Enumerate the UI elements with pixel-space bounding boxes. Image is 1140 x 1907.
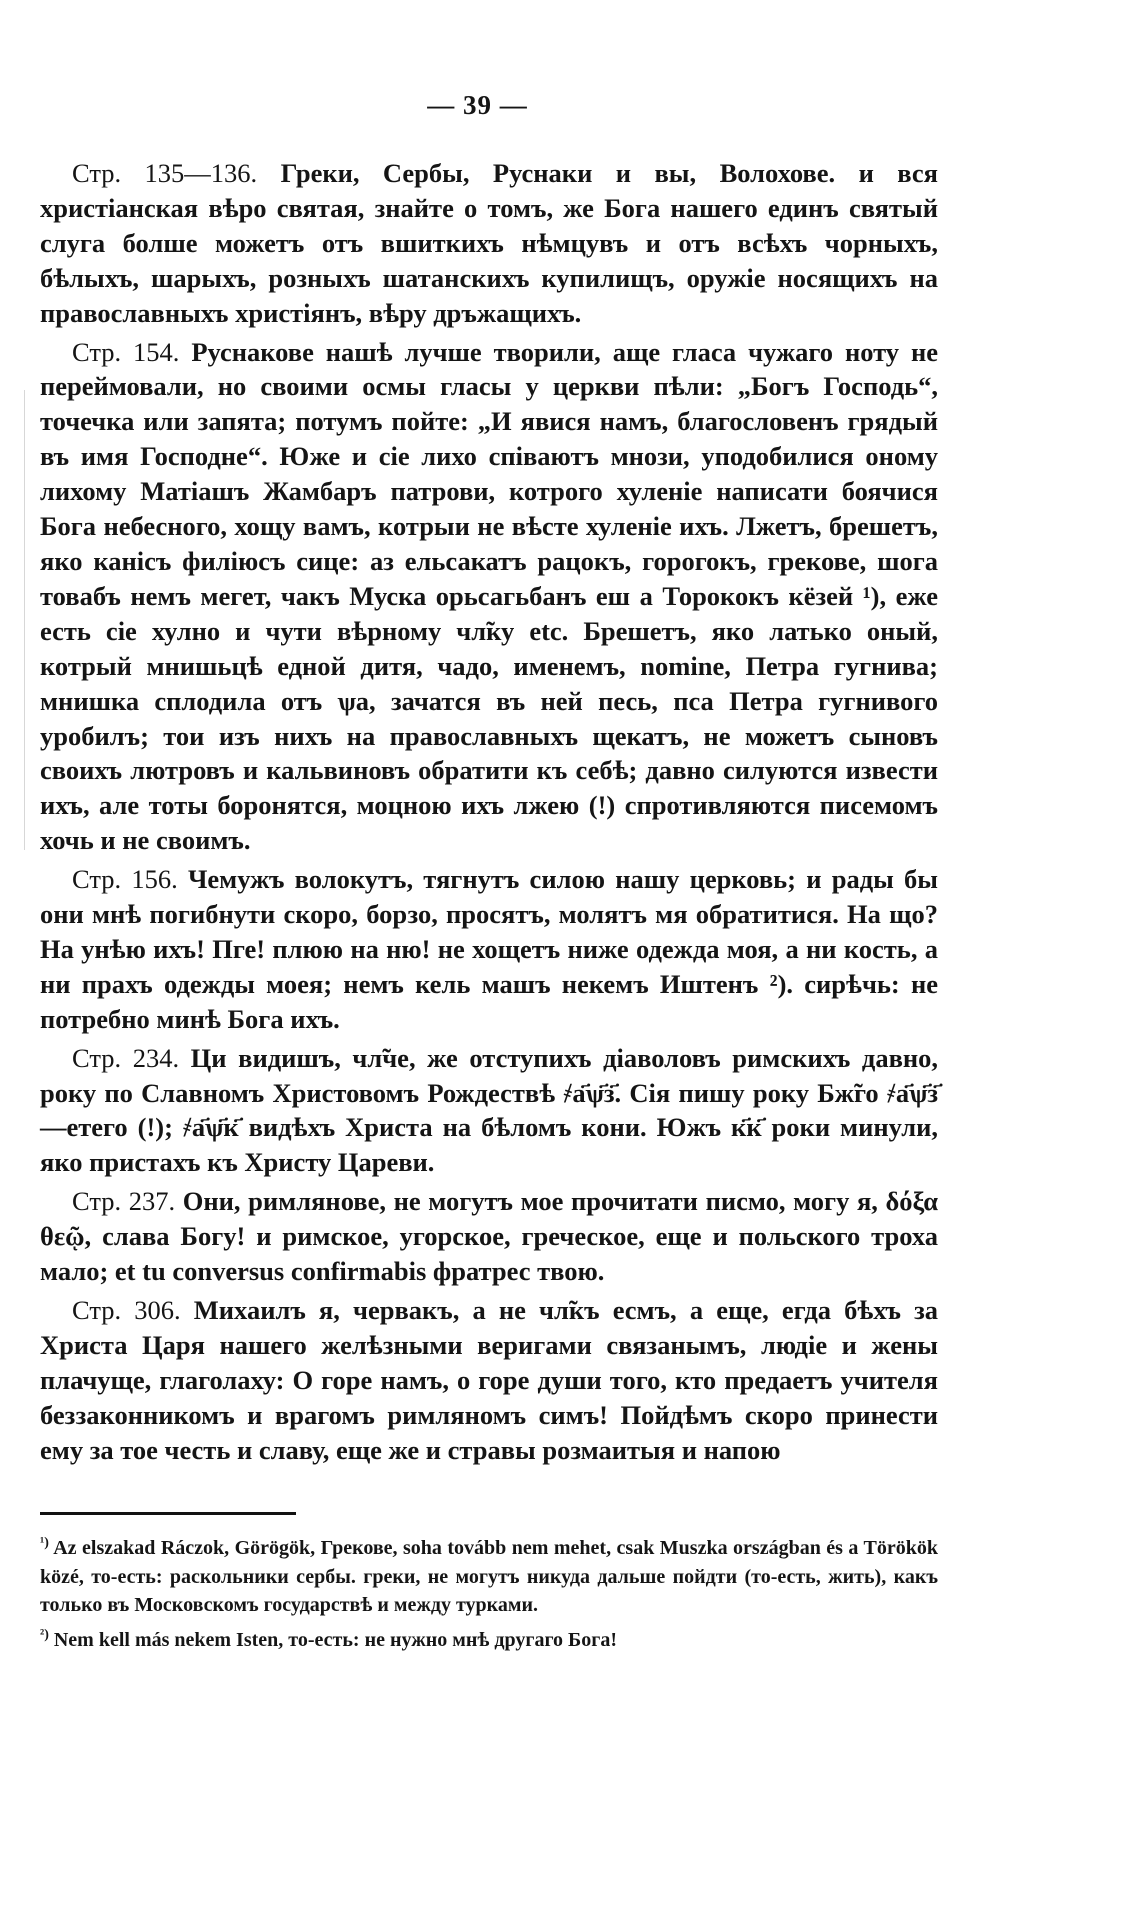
paragraph-text: Руснакове нашѣ лучше творили, аще гласа чужаго ноту не переймовали, но своими осмы гласы у церкви пѣли: „Богъ Господь“, точечка или запята; потумъ пойте: „И явися намъ, благословенъ грядый въ имя Господне“. Юже и сіе лихо співаютъ мнози, уподобилися оному лихому Матіашъ Жамбаръ патрови, котрого хуленіе написати боячися Бога небесного, хощу вамъ, котрыи не вѣсте хуленіе ихъ. Лжетъ, брешетъ, яко канісъ филіюсъ сице: аз ельсакатъ рацокъ, горогокъ, грекове, шога товабъ немъ мегет, чакъ Муска орьсагьбанъ еш а Торококъ кёзей ¹), еже есть сіе хулно и чути вѣрному чл̃ку etc. Брешетъ, яко латько оный, котрый мнишьцѣ едной дитя, чадо, именемъ, nomine, Петра гугнива; мнишка сплодила отъ ѱа, зачатся въ ней песь, пса Петра гугнивого уробилъ; тои изъ нихъ на православныхъ щекатъ, не можетъ сыновъ своихъ лютровъ и кальвиновъ обратити къ себѣ; давно силуются извести ихъ, але тоты боронятся, моцною ихъ лжею (!) спротивляются писемомъ хочь и не своимъ. [40, 336, 939, 856]
footnotes [40, 1534, 938, 1660]
page-reference: Стр. 306. [72, 1295, 181, 1325]
body-text [40, 156, 938, 1472]
paragraph-p154 [40, 335, 938, 859]
footnote-1 [40, 1534, 938, 1620]
footnote-text: Nem kell más nekem Isten, то-есть: не нужно мнѣ другаго Бога! [53, 1628, 618, 1651]
page-number: — 39 — [427, 90, 528, 120]
paragraph-text: Греки, Сербы, Руснаки и вы, Волохове. и вся христіанская вѣро святая, знайте о томъ, же Бога нашего единъ святый слуга болше можетъ отъ вшиткихъ нѣмцувъ и отъ всѣхъ чорныхъ, бѣлыхъ, шарыхъ, розныхъ шатанскихъ купилищъ, оружіе носящихъ на православныхъ христіянъ, вѣру дръжащихъ. [40, 158, 939, 328]
paragraph-text: Они, римлянове, не могутъ мое прочитати писмо, могу я, δόξα θεῷ, слава Богу! и римское, угорское, греческое, еще и польского троха мало; et tu conversus confirmabis фратрес твою. [40, 1186, 939, 1287]
paragraph-text: Михаилъ я, червакъ, а не чл̃къ есмъ, а еще, егда бѣхъ за Христа Царя нашего желѣзными веригами связанымъ, людіе и жены плачуще, глаголаху: О горе намъ, о горе души того, кто предаетъ учителя беззаконникомъ и врагомъ римляномъ симъ! Пойдѣмъ скоро принести ему за тое честь и славу, еще же и стравы розмаитыя и напою [40, 1295, 939, 1465]
footnote-divider [40, 1512, 296, 1515]
paragraph-text: Ци видишъ, чл̃че, же отступихъ діаволовъ римскихъ давно, року по Славномъ Христовомъ Рождествѣ ҂а҃ѱ҃з҃. Сія пишу року Бж̃го ҂а҃ѱ҃з҃—етего (!); ҂а҃ѱ҃к҃ видѣхъ Христа на бѣломъ кони. Южъ к҃к҃ роки минули, яко пристахъ къ Христу Цареви. [40, 1042, 939, 1178]
page-reference: Стр. 154. [72, 336, 180, 367]
footnote-2 [40, 1626, 938, 1655]
footnote-mark: ¹) [40, 1535, 49, 1551]
page-reference: Стр. 135—136. [72, 158, 258, 188]
paragraph-p156 [40, 862, 938, 1037]
footnote-text: Az elszakad Ráczok, Görögök, Грекове, soha tovább nem mehet, csak Muszka országban és a Törökök közé, то-есть: раскольники сербы. греки, не могутъ никуда дальше пойдти (то-есть, жить), какъ только въ Московскомъ государствѣ и между турками. [40, 1537, 938, 1616]
page-reference: Стр. 234. [72, 1042, 180, 1073]
paragraph-p306 [40, 1293, 938, 1468]
page-reference: Стр. 156. [72, 864, 178, 895]
footnote-mark: ²) [40, 1626, 49, 1642]
paragraph-p237 [40, 1184, 938, 1289]
page-reference: Стр. 237. [72, 1186, 176, 1217]
paragraph-text: Чемужъ волокутъ, тягнутъ силою нашу церковь; и рады бы они мнѣ погибнути скоро, борзо, просятъ, молятъ мя обратитися. На що? На унѣю ихъ! Пге! плюю на ню! не хощетъ ниже одежда моя, а ни кость, а ни прахъ одежды моея; немъ кель машъ некемъ Иштенъ ²). сирѣчь: не потребно минѣ Бога ихъ. [40, 864, 938, 1034]
margin-binding-marks [24, 390, 27, 850]
paragraph-p135 [40, 156, 938, 331]
paragraph-p234 [40, 1041, 938, 1181]
